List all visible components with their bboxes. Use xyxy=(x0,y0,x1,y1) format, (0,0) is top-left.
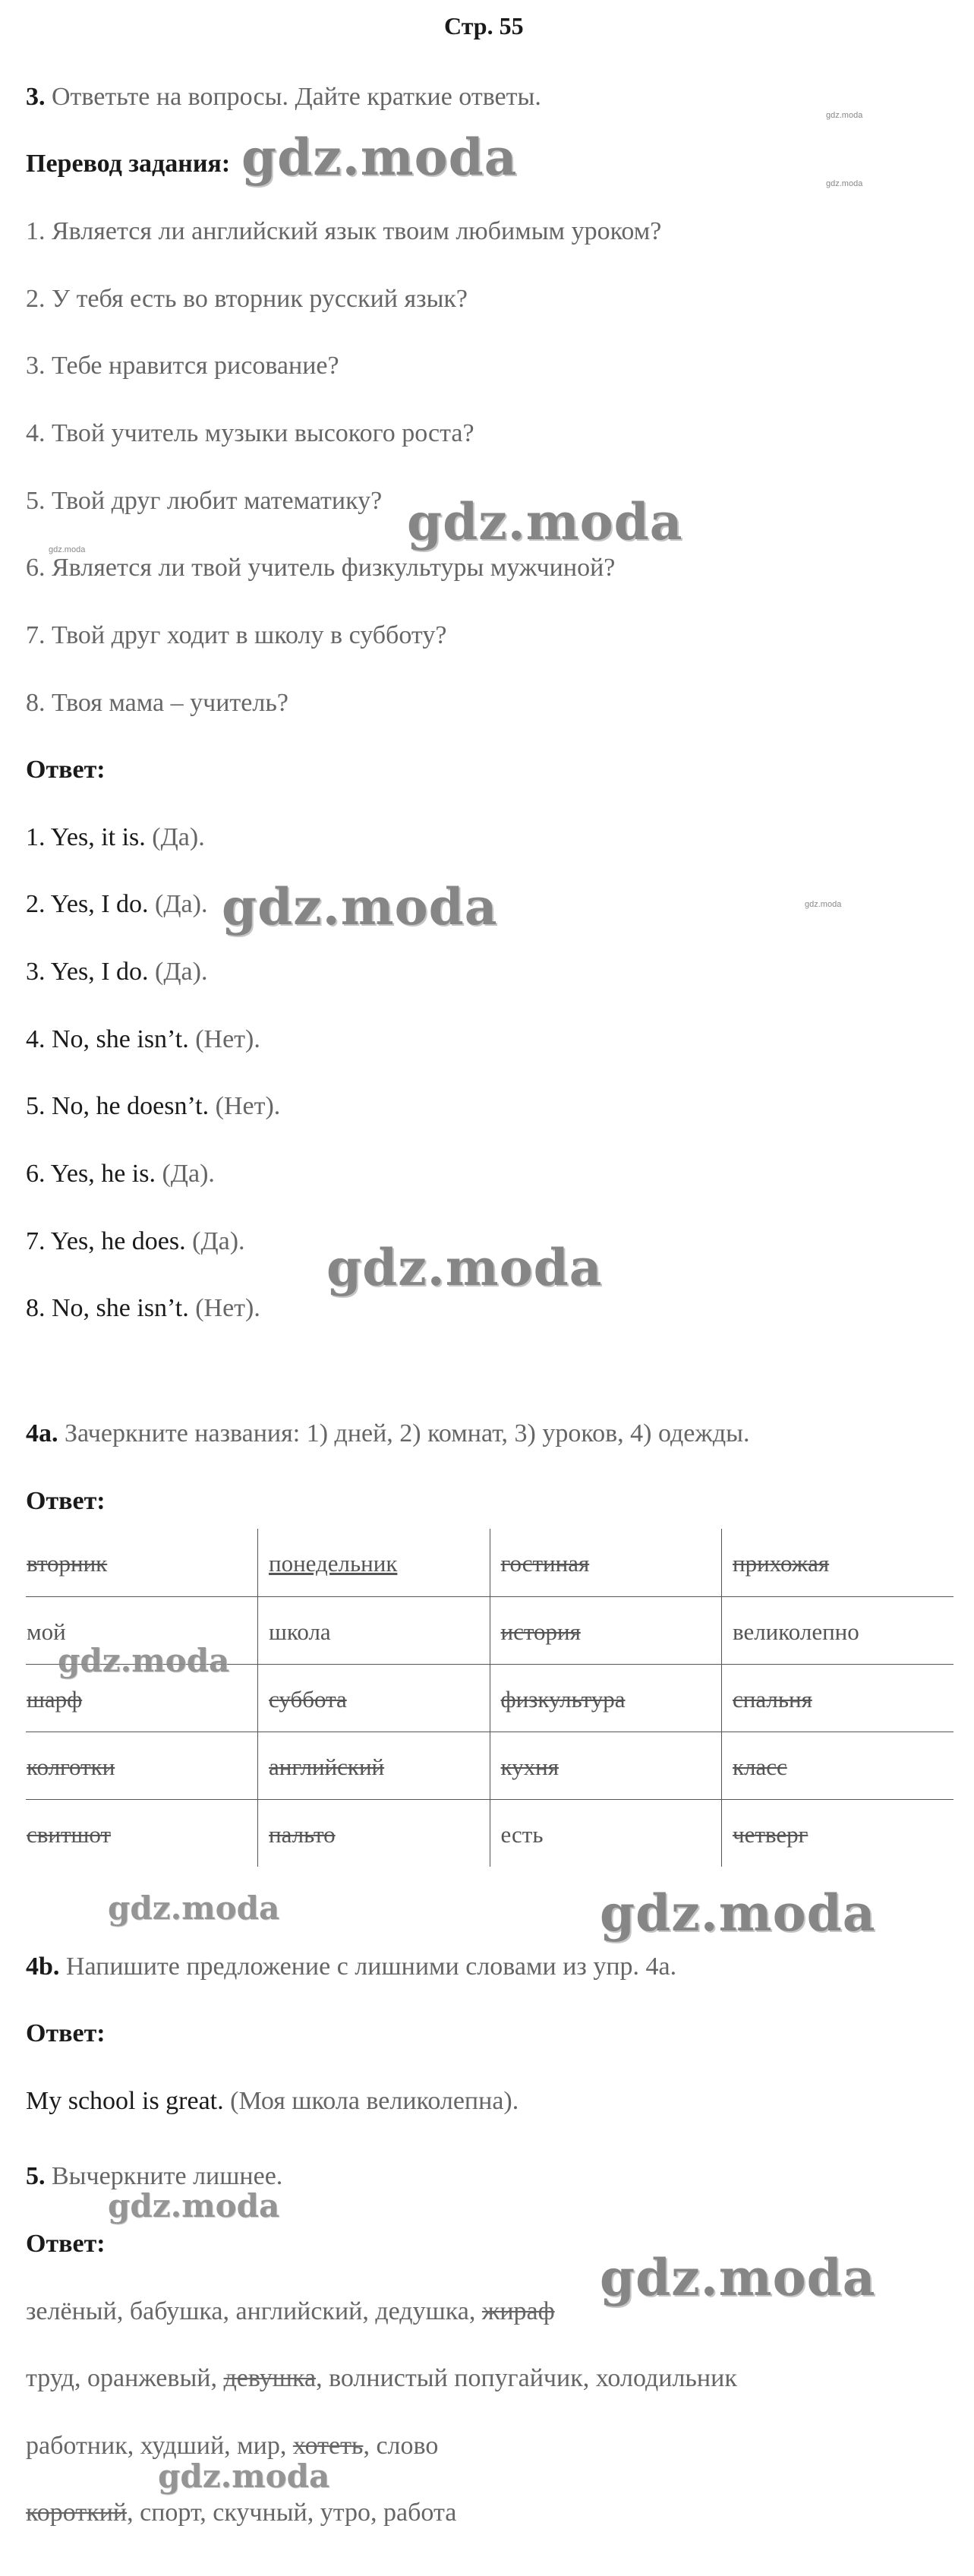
exercise-number: 5. xyxy=(26,2162,46,2190)
answer-ru: (Да). xyxy=(155,890,208,918)
words: труд, оранжевый, xyxy=(26,2364,217,2392)
page-title: Стр. 55 xyxy=(444,12,524,39)
answer-line-3 xyxy=(26,2431,438,2461)
table-cell: великолепно xyxy=(722,1596,954,1664)
answer-2 xyxy=(26,889,207,920)
answer-7 xyxy=(26,1226,245,1257)
question-3: 3. Тебе нравится рисование? xyxy=(26,352,339,380)
table-row xyxy=(26,1799,954,1867)
words: зелёный, бабушка, английский, дедушка, xyxy=(26,2297,476,2325)
exercise-4a-task xyxy=(26,1419,750,1449)
answer-ru: (Да). xyxy=(162,1160,215,1188)
answer-en: 2. Yes, I do. xyxy=(26,890,149,918)
watermark: gdz.moda xyxy=(108,1889,280,1927)
answer-en: 5. No, he doesn’t. xyxy=(26,1092,210,1120)
watermark: gdz.moda xyxy=(222,877,498,936)
answer-ru: (Моя школа великолепна). xyxy=(230,2087,519,2115)
answer-1 xyxy=(26,822,205,853)
exercise-number: 3. xyxy=(26,83,46,111)
watermark: gdz.moda xyxy=(600,1883,876,1943)
table-cell: физкультура xyxy=(490,1664,722,1732)
question-5: 5. Твой друг любит математику? xyxy=(26,487,383,515)
question-1: 1. Является ли английский язык твоим любимым уроком? xyxy=(26,217,662,245)
watermark-small: gdz.moda xyxy=(826,111,863,120)
question-2: 2. У тебя есть во вторник русский язык? xyxy=(26,285,468,313)
table-cell: суббота xyxy=(258,1664,490,1732)
answer-ru: (Нет). xyxy=(195,1294,260,1322)
table-cell: английский xyxy=(258,1732,490,1799)
words: работник, худший, мир, xyxy=(26,2432,287,2460)
answer-ru: (Нет). xyxy=(215,1092,281,1120)
exercise-number: 4a. xyxy=(26,1419,58,1447)
answer-ru: (Да). xyxy=(192,1227,245,1255)
answer-label: Ответ: xyxy=(26,756,106,784)
table-cell: гостиная xyxy=(490,1529,722,1596)
question-8: 8. Твоя мама – учитель? xyxy=(26,689,288,717)
table-cell: четверг xyxy=(722,1799,954,1867)
watermark-small: gdz.moda xyxy=(49,545,86,554)
exercise-4b-task xyxy=(26,1952,676,1982)
answer-ru: (Нет). xyxy=(195,1025,260,1053)
answer-en: 6. Yes, he is. xyxy=(26,1160,156,1188)
answer-en: 1. Yes, it is. xyxy=(26,823,146,851)
words: , спорт, скучный, утро, работа xyxy=(127,2499,457,2527)
question-4: 4. Твой учитель музыки высокого роста? xyxy=(26,419,474,447)
watermark-small: gdz.moda xyxy=(805,900,842,909)
table-cell: кухня xyxy=(490,1732,722,1799)
question-6: 6. Является ли твой учитель физкультуры мужчиной? xyxy=(26,554,616,582)
translation-label: Перевод задания: xyxy=(26,150,231,178)
answer-label: Ответ: xyxy=(26,2019,106,2047)
answer-5 xyxy=(26,1091,280,1122)
table-cell: прихожая xyxy=(722,1529,954,1596)
task-text: Зачеркните названия: 1) дней, 2) комнат, 3) уроков, 4) одежды. xyxy=(65,1419,750,1447)
table-cell: понедельник xyxy=(258,1529,490,1596)
words: , волнистый попугайчик, холодильник xyxy=(316,2364,737,2392)
struck-word: жираф xyxy=(481,2297,555,2325)
table-cell: класс xyxy=(722,1732,954,1799)
answer-8 xyxy=(26,1293,260,1324)
answer-line-2 xyxy=(26,2363,737,2394)
answer-sentence xyxy=(26,2086,519,2117)
answer-ru: (Да). xyxy=(152,823,205,851)
table-cell: колготки xyxy=(26,1732,258,1799)
answer-en: 7. Yes, he does. xyxy=(26,1227,186,1255)
table-cell: есть xyxy=(490,1799,722,1867)
task-text: Вычеркните лишнее. xyxy=(52,2162,283,2190)
answer-label: Ответ: xyxy=(26,1487,106,1515)
answer-en: 4. No, she isn’t. xyxy=(26,1025,189,1053)
answer-line-4 xyxy=(26,2498,456,2528)
answer-label: Ответ: xyxy=(26,2230,106,2258)
task-text: Ответьте на вопросы. Дайте краткие ответы. xyxy=(52,83,541,111)
watermark: gdz.moda xyxy=(600,2248,876,2307)
watermark: gdz.moda xyxy=(241,128,518,187)
exercise-3-task xyxy=(26,82,541,112)
struck-word: хотеть xyxy=(292,2432,364,2460)
answer-en: 8. No, she isn’t. xyxy=(26,1294,189,1322)
table-cell: пальто xyxy=(258,1799,490,1867)
answer-line-1 xyxy=(26,2297,555,2327)
watermark-small: gdz.moda xyxy=(826,179,863,188)
question-7: 7. Твой друг ходит в школу в субботу? xyxy=(26,621,447,649)
watermark: gdz.moda xyxy=(108,2187,280,2224)
table-cell: история xyxy=(490,1596,722,1664)
watermark: gdz.moda xyxy=(326,1238,603,1297)
struck-word: девушка xyxy=(223,2364,317,2392)
answer-ru: (Да). xyxy=(155,958,208,986)
answer-en: 3. Yes, I do. xyxy=(26,958,149,986)
table-cell: мой xyxy=(26,1596,258,1664)
table-cell: вторник xyxy=(26,1529,258,1596)
task-text: Напишите предложение с лишними словами из упр. 4а. xyxy=(65,1953,677,1981)
table-cell: школа xyxy=(258,1596,490,1664)
table-cell: свитшот xyxy=(27,1820,112,1848)
words: , слово xyxy=(363,2432,439,2460)
exercise-number: 4b. xyxy=(26,1953,60,1981)
struck-word: короткий xyxy=(26,2499,128,2527)
watermark: gdz.moda xyxy=(407,492,683,551)
table-cell: спальня xyxy=(722,1664,954,1732)
watermark: gdz.moda xyxy=(58,1642,230,1679)
words-table xyxy=(26,1529,954,1867)
answer-en: My school is great. xyxy=(26,2087,224,2115)
answer-3 xyxy=(26,957,207,987)
watermark: gdz.moda xyxy=(158,2458,330,2495)
table-row xyxy=(26,1529,954,1596)
answer-6 xyxy=(26,1159,215,1189)
table-row xyxy=(26,1732,954,1799)
answer-4 xyxy=(26,1024,260,1055)
table-cell: шарф xyxy=(26,1664,258,1732)
